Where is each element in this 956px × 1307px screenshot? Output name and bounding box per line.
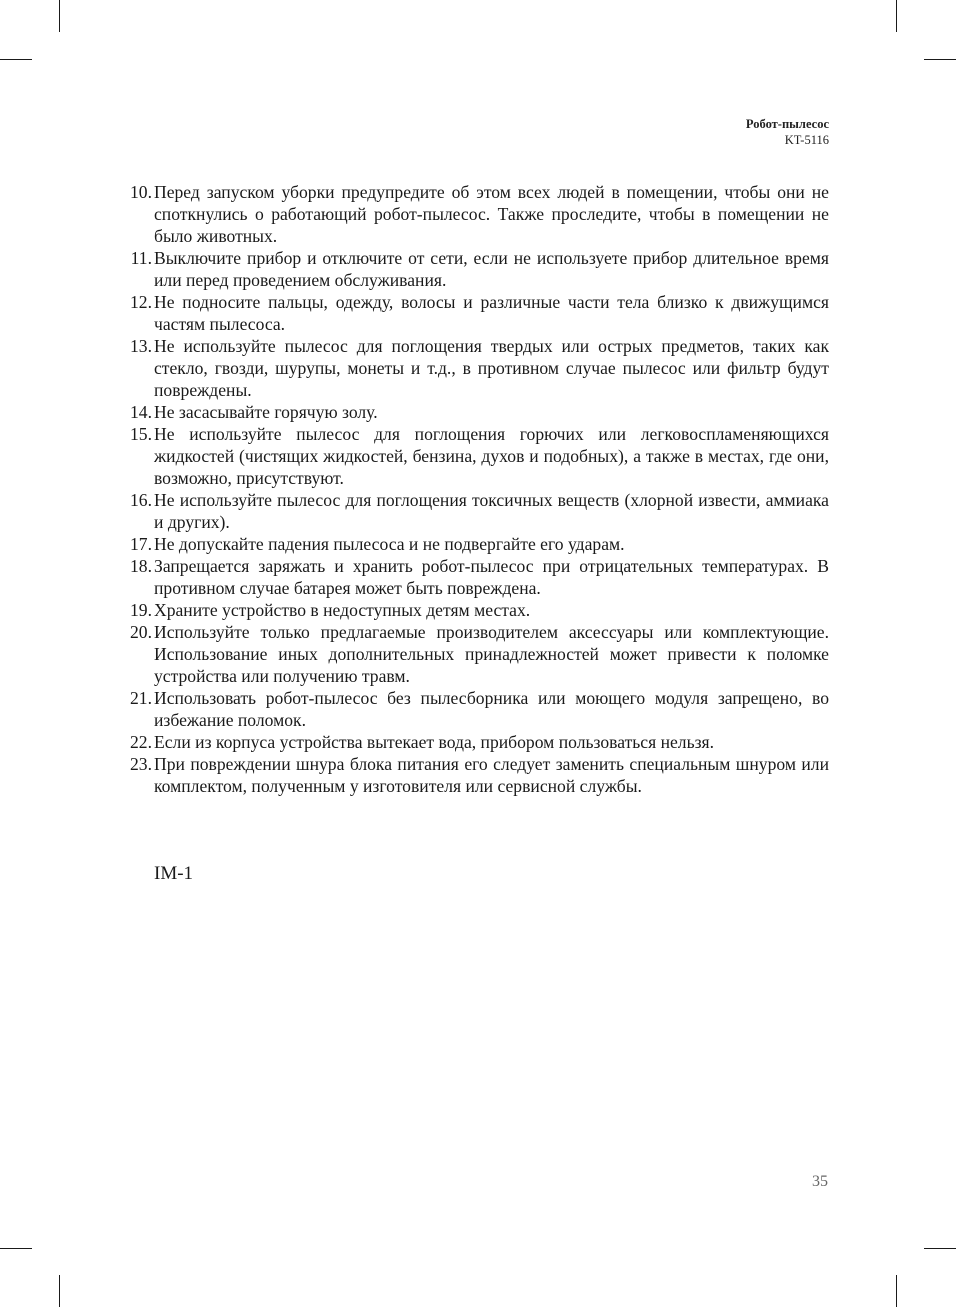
- rule-number: 17.: [130, 534, 152, 554]
- rule-text: Выключите прибор и отключите от сети, если не используете прибор длительное время или перед проведением обслуживания.: [154, 248, 829, 290]
- crop-mark-top-right-vertical: [896, 0, 897, 32]
- rule-number: 22.: [130, 732, 152, 752]
- rule-item: [120, 555, 829, 599]
- page-number: 35: [812, 1173, 828, 1190]
- rule-text: Если из корпуса устройства вытекает вода, прибором пользоваться нельзя.: [154, 732, 715, 752]
- crop-mark-top-left-vertical: [59, 0, 60, 32]
- rule-item: [120, 599, 829, 621]
- rule-text: Не подносите пальцы, одежду, волосы и различные части тела близко к движущимся частям пылесоса.: [154, 292, 829, 334]
- crop-mark-bottom-left-vertical: [59, 1275, 60, 1307]
- rule-item: [120, 181, 829, 247]
- rule-item: [120, 335, 829, 401]
- safety-rules-list: [120, 181, 829, 797]
- rule-number: 20.: [130, 622, 152, 642]
- rule-number: 23.: [130, 754, 152, 774]
- rule-item: [120, 247, 829, 291]
- rule-number: 15.: [130, 424, 152, 444]
- running-header: [746, 116, 829, 148]
- rule-item: [120, 489, 829, 533]
- crop-mark-top-left-horizontal: [0, 59, 32, 60]
- rule-text: Перед запуском уборки предупредите об этом всех людей в помещении, чтобы они не споткнулись о работающий робот-пылесос. Также проследите, чтобы в помещении не было животных.: [154, 182, 829, 246]
- rule-number: 19.: [130, 600, 152, 620]
- rule-number: 21.: [130, 688, 152, 708]
- rule-text: Запрещается заряжать и хранить робот-пылесос при отрицательных температурах. В противном случае батарея может быть повреждена.: [154, 556, 829, 598]
- rule-item: [120, 533, 829, 555]
- crop-mark-bottom-right-vertical: [896, 1275, 897, 1307]
- rule-item: [120, 687, 829, 731]
- rule-number: 16.: [130, 490, 152, 510]
- rule-text: Не используйте пылесос для поглощения токсичных веществ (хлорной извести, аммиака и других).: [154, 490, 829, 532]
- rule-item: [120, 401, 829, 423]
- rule-text: Используйте только предлагаемые производителем аксессуары или комплектующие. Использование иных дополнительных принадлежностей может привести к поломке устройства или получению травм.: [154, 622, 829, 686]
- rule-text: Не используйте пылесос для поглощения горючих или легковоспламеняющихся жидкостей (чистящих жидкостей, бензина, духов и подобных), а также в местах, где они, возможно, присутствуют.: [154, 424, 829, 488]
- rule-number: 12.: [130, 292, 152, 312]
- rule-item: [120, 423, 829, 489]
- rule-text: Не допускайте падения пылесоса и не подвергайте его ударам.: [154, 534, 625, 554]
- rule-text: При повреждении шнура блока питания его следует заменить специальным шнуром или комплектом, полученным у изготовителя или сервисной службы.: [154, 754, 829, 796]
- rule-text: Использовать робот-пылесос без пылесборника или моющего модуля запрещено, во избежание поломок.: [154, 688, 829, 730]
- rule-text: Храните устройство в недоступных детям местах.: [154, 600, 531, 620]
- rule-item: [120, 731, 829, 753]
- rule-text: Не используйте пылесос для поглощения твердых или острых предметов, таких как стекло, гвозди, шурупы, монеты и т.д., в противном случае пылесос или фильтр будут повреждены.: [154, 336, 829, 400]
- rule-number: 13.: [130, 336, 152, 356]
- rule-text: Не засасывайте горячую золу.: [154, 402, 378, 422]
- rule-item: [120, 291, 829, 335]
- header-title: Робот-пылесос: [745, 117, 829, 131]
- rule-number: 11.: [130, 248, 152, 268]
- crop-mark-bottom-left-horizontal: [0, 1248, 32, 1249]
- rule-item: [120, 621, 829, 687]
- crop-mark-top-right-horizontal: [924, 59, 956, 60]
- header-model: KT-5116: [784, 133, 829, 147]
- document-code: IM-1: [154, 863, 194, 884]
- rule-item: [120, 753, 829, 797]
- rule-number: 18.: [130, 556, 152, 576]
- crop-mark-bottom-right-horizontal: [924, 1248, 956, 1249]
- rule-number: 10.: [130, 182, 152, 202]
- rule-number: 14.: [130, 402, 152, 422]
